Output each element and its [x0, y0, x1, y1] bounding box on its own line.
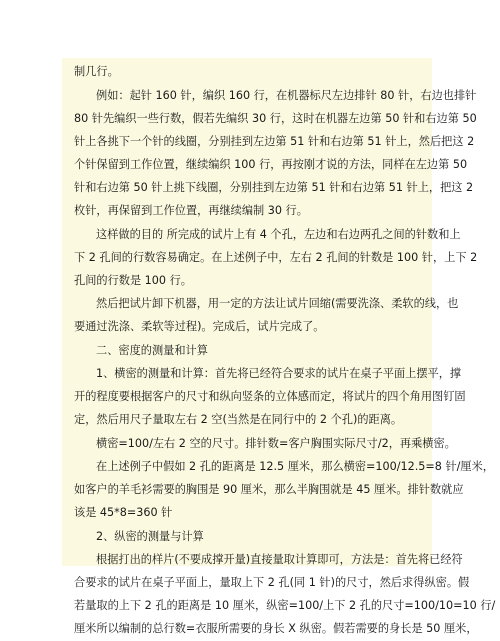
text-line: 枚针，再保留到工作位置，再继续编制 30 行。: [74, 204, 308, 217]
text-line: 这样做的目的 所完成的试片上有 4 个孔，左边和右边两孔之间的针数和上: [96, 228, 461, 241]
text-line: 制几行。: [74, 65, 119, 78]
text-line: 该是 45*8=360 针: [74, 506, 173, 519]
text-line: 开的程度要根据客户的尺寸和纵向竖条的立体感而定，将试片的四个角用图钉固: [74, 390, 466, 403]
text-line: 针上各挑下一个针的线圈，分别挂到左边第 51 针和右边第 51 针上，然后把这 2: [74, 135, 475, 148]
text-line: 针和右边第 50 针上挑下线圈，分别挂到左边第 51 针和右边第 51 针上，把这 2: [74, 181, 474, 194]
text-line: 然后把试片卸下机器，用一定的方法让试片回缩(需要洗涤、柔软的线，也: [96, 297, 459, 310]
text-line: 横密=100/左右 2 空的尺寸。排针数=客户胸围实际尺寸/2，再乘横密。: [96, 437, 456, 450]
text-line: 下 2 孔间的行数容易确定。在上述例子中，左右 2 孔间的针数是 100 针，上下 2: [74, 251, 478, 264]
text-line: 若量取的上下 2 孔的距离是 10 厘米，纵密=100/上下 2 孔的尺寸=100/10=10 行/: [74, 599, 496, 612]
text-line: 合要求的试片在桌子平面上，量取上下 2 孔(同 1 针)的尺寸，然后求得纵密。假: [74, 576, 470, 589]
section-heading: 2、纵密的测量与计算: [96, 530, 204, 543]
text-line: 孔间的行数是 100 行。: [74, 274, 192, 287]
text-line: 80 针先编织一些行数，假若先编织 30 行，这时在机器左边第 50 针和右边第 50: [74, 112, 477, 125]
text-line: 厘米所以编制的总行数=衣服所需要的身长 X 纵密。假若需要的身长是 50 厘米，: [74, 622, 478, 635]
text-line: 1、横密的测量和计算：首先将已经符合要求的试片在桌子平面上摆平，撑: [96, 367, 462, 380]
text-line: 根据打出的样片(不要成撑开量)直接量取计算即可，方法是：首先将已经符: [96, 553, 463, 566]
text-line: 个针保留到工作位置，继续编织 100 行，再按刚才说的方法，同样在左边第 50: [74, 158, 468, 171]
text-line: 如客户的羊毛衫需要的胸围是 90 厘米，那么半胸围就是 45 厘米。排针数就应: [74, 483, 464, 496]
document-page: [62, 58, 496, 635]
text-line: 定，然后用尺子量取左右 2 空(当然是在同行中的 2 个孔)的距离。: [74, 413, 403, 426]
text-line: 在上述例子中假如 2 孔的距离是 12.5 厘米，那么横密=100/12.5=8 针/厘米，: [96, 460, 494, 473]
section-heading: 二、密度的测量和计算: [96, 344, 208, 357]
text-line: 要通过洗涤、柔软等过程)。完成后，试片完成了。: [74, 320, 325, 333]
text-line: 例如：起针 160 针，编织 160 行，在机器标尺左边排针 80 针，右边也排针: [96, 89, 477, 102]
